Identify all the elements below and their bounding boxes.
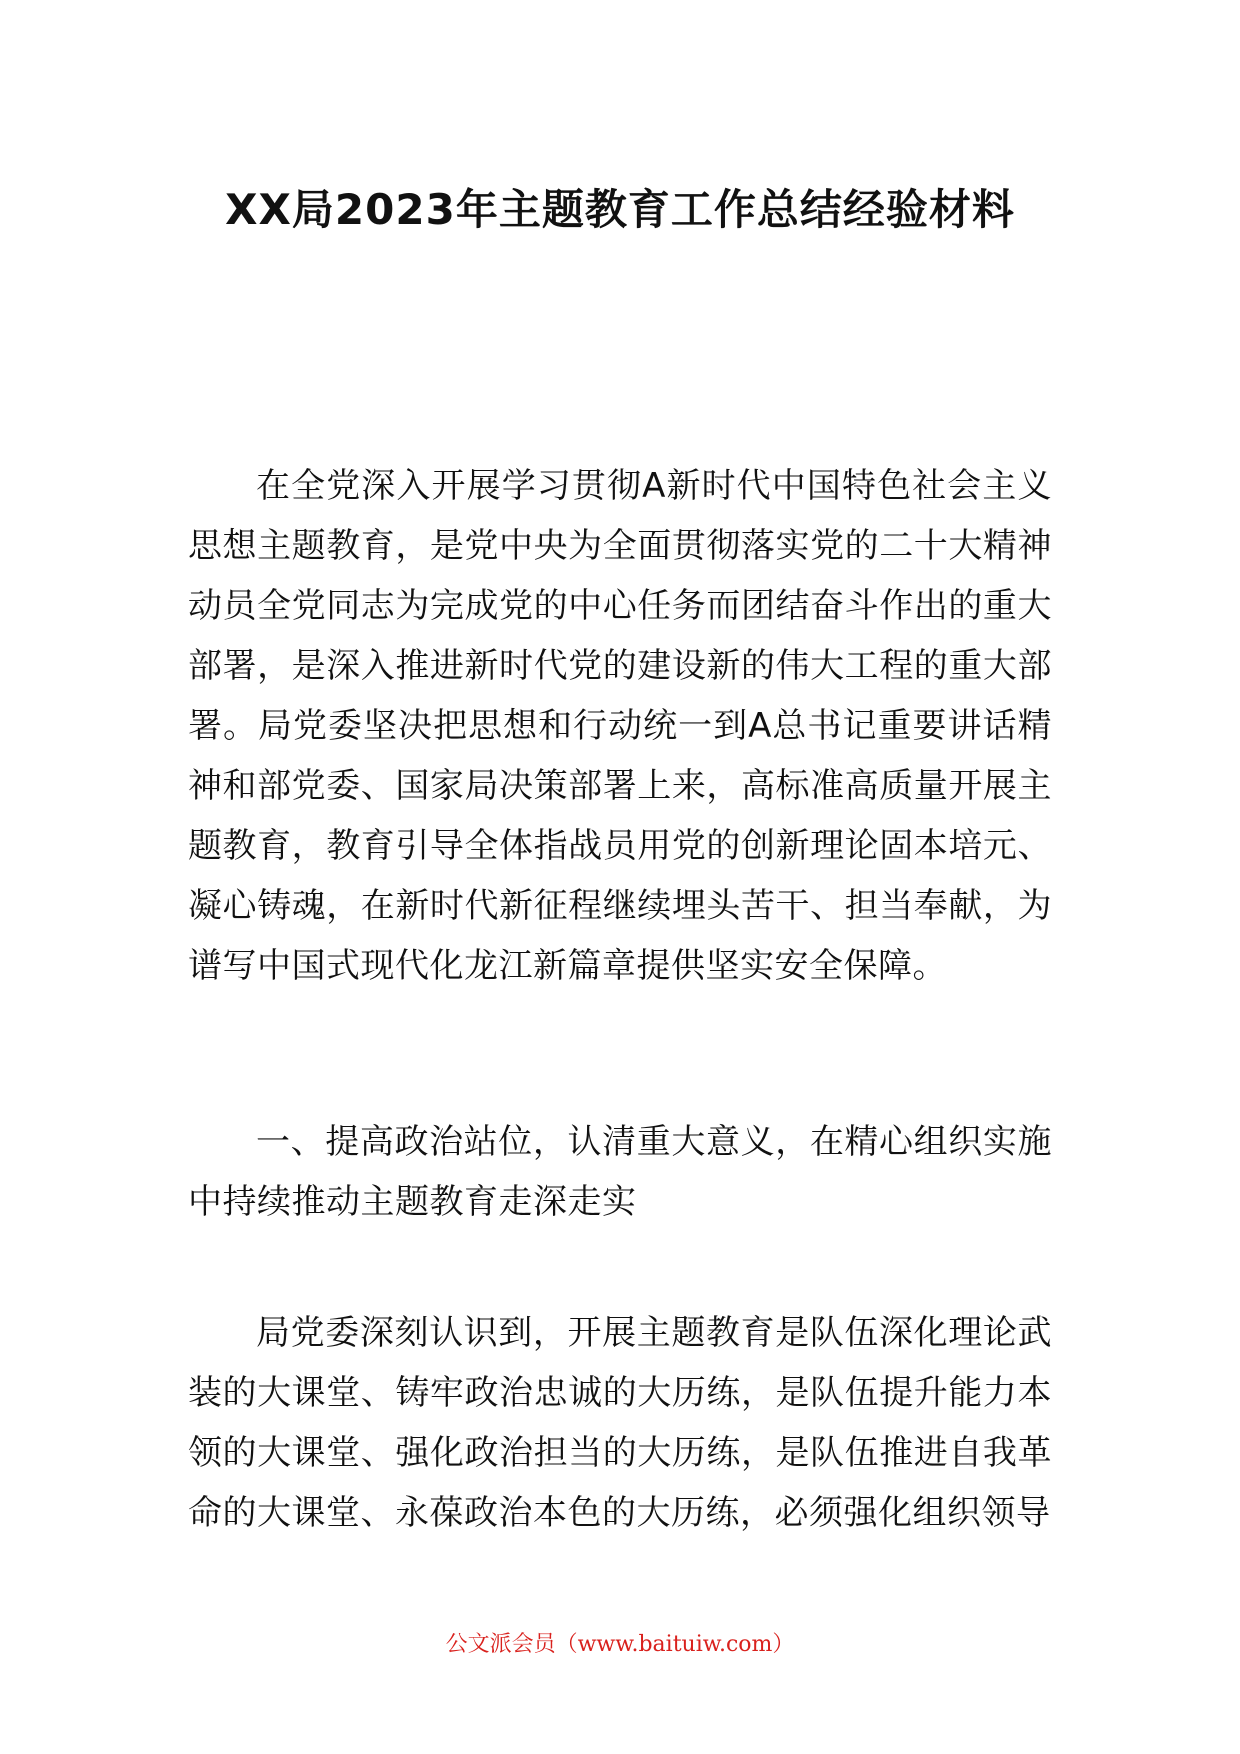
document-title: XX局2023年主题教育工作总结经验材料: [225, 185, 1015, 234]
section-heading-1: 一、提高政治站位，认清重大意义，在精心组织实施中持续推动主题教育走深走实: [188, 1122, 1052, 1222]
footer-watermark: 公文派会员（www.baituiw.com）: [445, 1632, 795, 1657]
intro-paragraph: 在全党深入开展学习贯彻A新时代中国特色社会主义思想主题教育，是党中央为全面贯彻落实党的二十大精神动员全党同志为完成党的中心任务而团结奋斗作出的重大部署，是深入推进新时代党的建设新的伟大工程的重大部署。局党委坚决把思想和行动统一到A总书记重要讲话精神和部党委、国家局决策部署上来，高标准高质量开展主题教育，教育引导全体指战员用党的创新理论固本培元、凝心铸魂，在新时代新征程继续埋头苦干、担当奉献，为谱写中国式现代化龙江新篇章提供坚实安全保障。: [188, 466, 1052, 986]
section-1-paragraph: 局党委深刻认识到，开展主题教育是队伍深化理论武装的大课堂、铸牢政治忠诚的大历练，是队伍提升能力本领的大课堂、强化政治担当的大历练，是队伍推进自我革命的大课堂、永葆政治本色的大历练，必须强化组织领导: [188, 1313, 1052, 1533]
